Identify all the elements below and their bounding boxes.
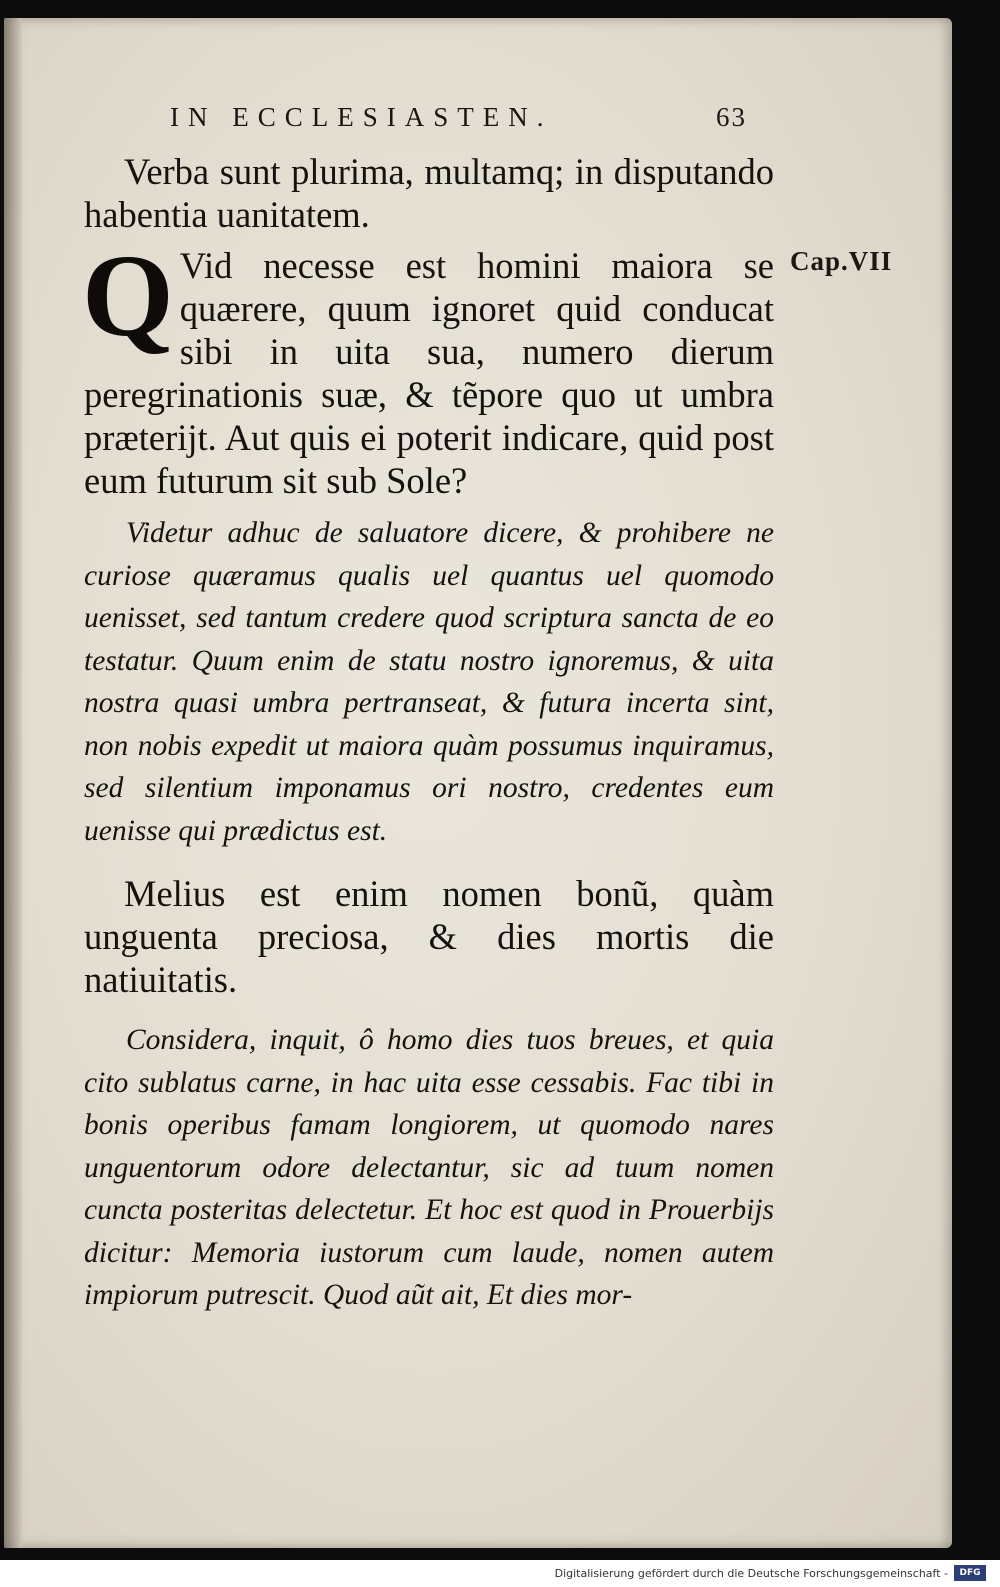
- commentary-paragraph: [84, 512, 774, 852]
- main-text: [84, 150, 774, 1317]
- dfg-logo: DFG: [954, 1565, 986, 1581]
- page-number: 63: [716, 102, 747, 132]
- page-gutter: [4, 18, 22, 1548]
- chapter-start-paragraph: [82, 230, 774, 502]
- scripture-text: Melius est enim nomen bonũ, quàm unguenta preciosa, & dies mortis die natiuitatis.: [84, 873, 774, 1000]
- scripture-text: Vid necesse est homini maiora se quærere, quum ignoret quid conducat sibi in uita sua, numero dierum peregrinationis suæ, & tẽpore quo ut umbra præterijt. Aut quis ei poterit indicare, quid post eum futurum sit sub Sole?: [84, 245, 774, 501]
- running-title: IN ECCLESIASTEN.: [170, 102, 553, 132]
- commentary-text: Videtur adhuc de saluatore dicere, & prohibere ne curiose quæramus qualis uel quantus uel quomodo uenisset, sed tantum credere quod scriptura sancta de eo testatur. Quum enim de statu nostro ignoremus, & uita nostra quasi umbra pertranseat, & futura incerta sint, non nobis expedit ut maiora quàm possumus inquiramus, sed silentium imponamus ori nostro, credentes eum uenisse qui prædictus est.: [84, 517, 774, 847]
- footer-bar: [0, 1560, 1000, 1587]
- commentary-paragraph: [84, 1019, 774, 1317]
- funding-credit: Digitalisierung gefördert durch die Deutsche Forschungsgemeinschaft -: [554, 1567, 948, 1580]
- scripture-paragraph: [84, 872, 774, 1001]
- scripture-paragraph: [84, 150, 774, 236]
- running-head: [170, 96, 770, 136]
- margin-note-chapter: Cap.VII: [790, 246, 893, 276]
- scripture-text: Verba sunt plurima, multamq; in disputando habentia uanitatem.: [84, 151, 774, 235]
- commentary-text: Considera, inquit, ô homo dies tuos breues, et quia cito sublatus carne, in hac uita esse cessabis. Fac tibi in bonis operibus famam longiorem, ut quomodo nares unguentorum odore delectantur, sic ad tuum nomen cuncta posteritas delectetur. Et hoc est quod in Prouerbijs dicitur: Memoria iustorum cum laude, nomen autem impiorum putrescit. Quod aũt ait, Et dies mor-: [84, 1024, 774, 1311]
- drop-cap-initial: Q: [82, 230, 174, 361]
